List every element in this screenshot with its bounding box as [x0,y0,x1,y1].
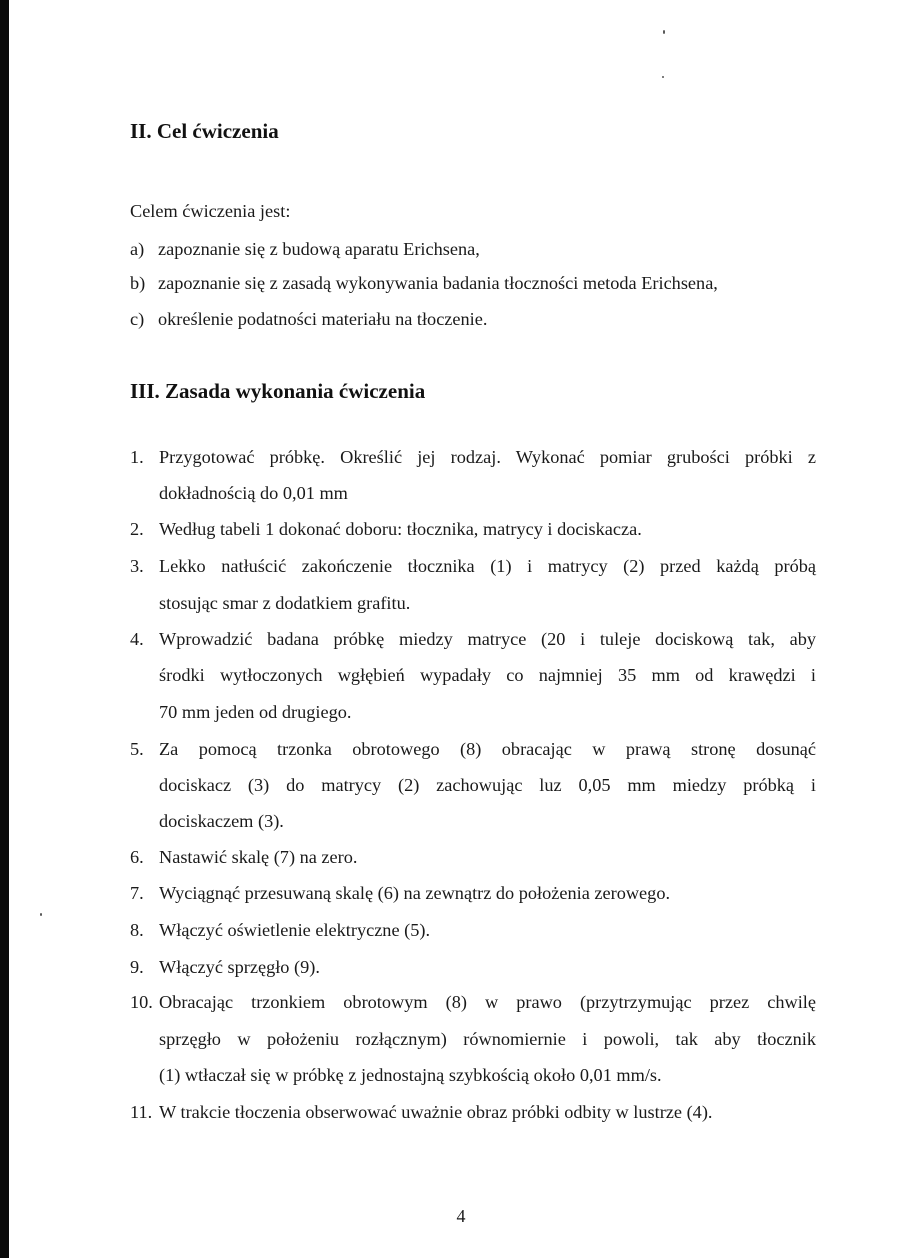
section-heading: II. Cel ćwiczenia [130,119,279,143]
list-item [130,238,480,260]
step-text-line: Nastawić skalę (7) na zero. [159,847,358,867]
list-item-text: zapoznanie się z budową aparatu Erichsena, [158,239,480,259]
step-text-line: 70 mm jeden od drugiego. [159,702,352,722]
step-number: 3. [130,556,144,576]
list-item-text: określenie podatności materiału na tłoczenie. [158,309,488,329]
step-number: 6. [130,847,144,867]
step-text-line: Według tabeli 1 dokonać doboru: tłocznika, matrycy i dociskacza. [159,519,642,539]
step-text-line: Wyciągnąć przesuwaną skalę (6) na zewnątrz do położenia zerowego. [159,883,671,903]
step-text-line: dociskaczem (3). [159,811,284,831]
step-number: 9. [130,957,144,977]
step-text-line: Obracając trzonkiem obrotowym (8) w prawo (przytrzymując przez chwilę [159,992,816,1012]
step-text-line: Za pomocą trzonka obrotowego (8) obracając w prawą stronę dosunąć [159,739,816,759]
step-text-line: dociskacz (3) do matrycy (2) zachowując luz 0,05 mm miedzy próbką i [159,775,816,795]
intro-text: Celem ćwiczenia jest: [130,201,291,221]
step-text-line: stosując smar z dodatkiem grafitu. [159,593,411,613]
step-text-line: dokładnością do 0,01 mm [159,483,348,503]
step-text-line: sprzęgło w położeniu rozłącznym) równomiernie i powoli, tak aby tłocznik [159,1029,816,1049]
step-number: 7. [130,883,144,903]
step-text-line: Lekko natłuścić zakończenie tłocznika (1) i matrycy (2) przed każdą próbą [159,556,816,576]
step-text-line: Wprowadzić badana próbkę miedzy matryce (20 i tuleje dociskową tak, aby [159,629,816,649]
list-item [130,272,718,294]
page-number: 4 [456,1206,466,1226]
step-number: 8. [130,920,144,940]
step-number: 2. [130,519,144,539]
step-number: 1. [130,447,144,467]
step-number: 10. [130,992,153,1012]
list-marker: b) [130,273,146,293]
step-text-line: (1) wtłaczał się w próbkę z jednostajną szybkością około 0,01 mm/s. [159,1065,662,1085]
step-number: 5. [130,739,144,759]
step-number: 4. [130,629,144,649]
list-marker: a) [130,239,145,259]
step-text-line: Przygotować próbkę. Określić jej rodzaj. Wykonać pomiar grubości próbki z [159,447,816,467]
list-item-text: zapoznanie się z zasadą wykonywania badania tłoczności metoda Erichsena, [158,273,718,293]
step-text-line: Włączyć oświetlenie elektryczne (5). [159,920,431,940]
list-item [130,308,487,330]
step-text-line: W trakcie tłoczenia obserwować uważnie obraz próbki odbity w lustrze (4). [159,1102,713,1122]
step-text-line: Włączyć sprzęgło (9). [159,957,320,977]
list-marker: c) [130,309,145,329]
step-text-line: środki wytłoczonych wgłębień wypadały co najmniej 35 mm od krawędzi i [159,665,816,685]
step-number: 11. [130,1102,153,1122]
section-heading: III. Zasada wykonania ćwiczenia [130,379,426,403]
